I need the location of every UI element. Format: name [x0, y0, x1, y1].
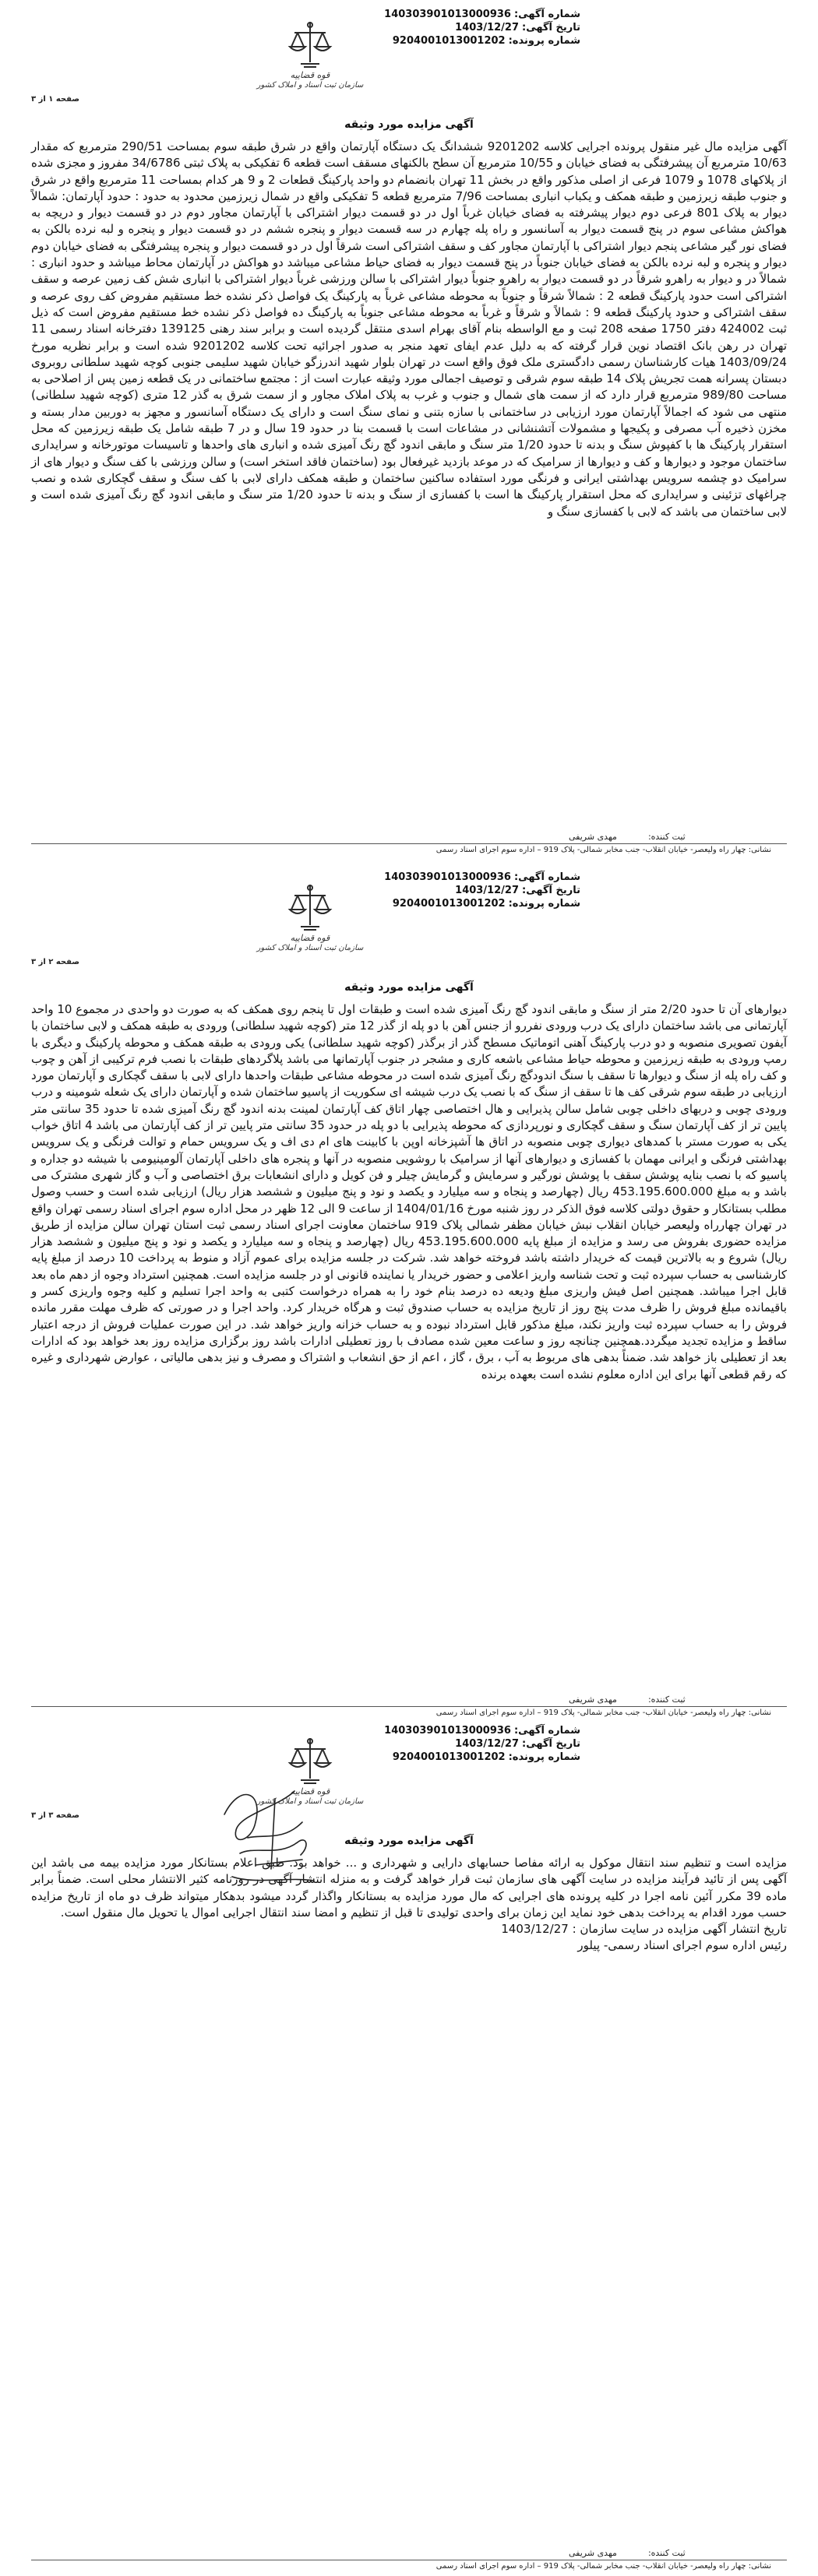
notice-title: آگهی مزایده مورد وثیقه [344, 981, 474, 994]
notice-date-label: تاریخ آگهی: [522, 885, 580, 896]
scales-of-justice-icon [287, 19, 333, 70]
notice-date: 1403/12/27 [455, 22, 520, 33]
notice-title: آگهی مزایده مورد وثیقه [344, 1835, 474, 1847]
judiciary-emblem [256, 19, 365, 90]
publish-date-line: تاریخ انتشار آگهی مزایده در سایت سازمان : 1403/12/27 [501, 1922, 787, 1937]
scales-of-justice-icon [287, 882, 333, 933]
notice-body [31, 1855, 787, 1955]
emblem-org: سازمان ثبت اسناد و املاک کشور [256, 81, 364, 90]
emblem-motto: قوه قضاییه [290, 70, 330, 80]
page-number: صفحه ۳ از ۳ [31, 1811, 79, 1820]
registrar [538, 832, 686, 842]
notice-date-label: تاریخ آگهی: [522, 22, 580, 33]
office-address: نشانی: چهار راه ولیعصر- خیابان انقلاب- جنب مخابر شمالی- پلاک 919 – اداره سوم اجرای اسناد رسمی [435, 2562, 771, 2571]
page-number: صفحه ۱ از ۳ [31, 95, 79, 104]
file-number-label: شماره پرونده: [508, 35, 580, 47]
notice-number-label: شماره آگهی: [513, 871, 580, 883]
file-number: 9204001013001202 [392, 898, 506, 910]
notice-body-text: مزایده است و تنظیم سند انتقال موکول به ارائه مفاصا حسابهای دارایی و شهرداری و ... خواهد بود. طبق اعلام بستانکار مورد مزایده بیمه می باشد این آگهی پس از تائید فرآیند مزایده در سایت آگهی های سازمان ثبت قرار خواهد گرفت و به منزله انتشار آگهی در روزنامه کثیر الانتشار محلی است. ضمناً برابر ماده 39 مکرر آئین نامه اجرا در کلیه پرونده های اجرایی که مال مورد مزایده به بستانکار واگذار گردد میشود بدهکار میتواند ظرف دو ماه از تاریخ مزایده حسب مورد اقدام به پرداخت بدهی خود نماید این زمان برای واحدی تولیدی تا قبل از تنظیم و امضا سند انتقال اجرایی اموال یا تحویل مال منقول است. [31, 1856, 787, 1920]
notice-date-label: تاریخ آگهی: [522, 1738, 580, 1750]
registrar-name: مهدی شریفی [569, 832, 617, 842]
registrar-label: ثبت کننده: [647, 832, 686, 842]
file-number: 9204001013001202 [392, 1751, 506, 1763]
emblem-org: سازمان ثبت اسناد و املاک کشور [256, 944, 364, 952]
office-head-line: رئیس اداره سوم اجرای اسناد رسمی- پیلور [577, 1938, 787, 1953]
file-number: 9204001013001202 [392, 35, 506, 47]
file-number-label: شماره پرونده: [508, 898, 580, 910]
judiciary-emblem [256, 882, 365, 952]
page-number: صفحه ۲ از ۳ [31, 958, 79, 966]
notice-date: 1403/12/27 [455, 1738, 520, 1750]
notice-meta [347, 871, 580, 910]
notice-number-label: شماره آگهی: [513, 1725, 580, 1737]
notice-number: 140303901013000936 [384, 871, 511, 883]
footer-divider [31, 843, 787, 844]
emblem-org: سازمان ثبت اسناد و املاک کشور [256, 1797, 364, 1806]
office-address: نشانی: چهار راه ولیعصر- خیابان انقلاب- جنب مخابر شمالی- پلاک 919 – اداره سوم اجرای اسناد رسمی [435, 846, 771, 854]
file-number-label: شماره پرونده: [508, 1751, 580, 1763]
notice-number: 140303901013000936 [384, 9, 511, 20]
emblem-motto: قوه قضاییه [290, 933, 330, 943]
registrar-label: ثبت کننده: [647, 2548, 686, 2558]
notice-page-3 [0, 1716, 818, 2573]
registrar [538, 2548, 686, 2558]
handwritten-signature [209, 1768, 326, 1900]
notice-title: آگهی مزایده مورد وثیقه [344, 118, 474, 131]
notice-meta [347, 8, 580, 48]
notice-page-1 [0, 0, 818, 857]
notice-body: دیوارهای آن تا حدود 2/20 متر از سنگ و مابقی اندود گچ رنگ آمیزی شده است و طبقات اول تا پنجم روی همکف که به صورت دو واحدی در مجموع 10 واحد آپارتمانی می باشد ساختمان دارای یک درب ورودی نفررو از جنس آهن با دو پله از گذر 12 متر (کوچه شهید سلطانی) ورودی به طبقه همکف و لابی ساختمان با آیفون تصویری منصوبه و دو درب پارکینگ آهنی اتوماتیک مسطح گذر از برگذر (کوچه شهید سلطانی) یکی ورودی به طبقه همکف و محوطه پارکینگ و دیگری با رمپ ورودی به طبقه زیرزمین و محوطه حیاط مشاعی باشعه کاری و مشجر در جنوب آپارتمانها می باشد پلاگردهای طبقات با نصب فرم ترکیبی از آهن و چوب و کف راه پله از سنگ و دیوارها تا سقف با سنگ اندودگچ رنگ آمیزی شده است در محوطه مشاعی طبقات واحدها دارای لابی با سقف گچکاری و آپارتمان مورد ارزیابی در طبقه سوم شرقی کف ها تا سقف از سنگ که با نصب یک درب شیشه ای سکوریت از پاسیو ساختمان شده و آپارتمان دارای یک شعله شومینه و درب ورودی چوبی و دربهای داخلی چوبی شامل سالن پذیرایی و هال اختصاصی چهار اتاق کف آپارتمان لمینت بدنه اندود گچ رنگ آمیزی شده تا حدود 35 سانتی متر پایین تر از کف آپارتمان سنگ و سقف گچکاری و نورپردازی که محوطه پذیرایی با دو پله در حدود 35 سانتی متر پایین تر از کف آپارتمان می باشد 4 اتاق خواب یکی به صورت مستر با کمدهای دیواری چوبی منصوبه در اتاق ها آشپزخانه اوپن با کابینت های ام دی اف و یک سرویس حمام و توالت فرنگی و یک سرویس بهداشتی فرنگی و ایرانی مهمان با کفسازی و دیوارهای آنها از سرامیک با روشویی منصوبه در آنها و پنجره های داخلی آپارتمان آلومینیومی با شیشه دو جداره و پاسیو که با نصب بنایه پوشش سقف با پوشش نورگیر و سرمایش و گرمایش چیلر و فن کویل و دارای انشعابات برق اختصاصی و آب و گاز شهری مشترک می باشد و به مبلغ 453.195.600.000 ریال (چهارصد و پنجاه و سه میلیارد و یکصد و نود و پنج میلیون و ششصد هزار ریال) ارزیابی شده است و حسب وصول مطلب بستانکار و حقوق دولتی کلاسه فوق الذکر در روز شنبه مورخ 1404/01/16 از ساعت 9 الی 12 ظهر در محل اداره سوم اجرای اسناد رسمی تهران واقع در تهران چهارراه ولیعصر خیابان انقلاب نبش خیابان مظفر شمالی پلاک 919 ساختمان معاونت اجرای اسناد رسمی ثبت استان تهران سالن مزایده از طریق مزایده حضوری بفروش می رسد و مزایده از مبلغ پایه 453.195.600.000 ریال (چهارصد و پنجاه و سه میلیارد و یکصد و نود و پنج میلیون و ششصد هزار ریال) شروع و به بالاترین قیمت که خریدار داشته باشد فروخته خواهد شد. شرکت در جلسه مزایده برای عموم آزاد و منوط به پرداخت 10 درصد از مبلغ پایه کارشناسی به حساب سپرده ثبت و تحت شناسه واریز اعلامی و حضور خریدار یا نماینده قانونی او در جلسه مزایده است. همچنین استرداد وجوه از دهم ماه بعد قابل اجرا میباشد. همچنین اصل فیش واریزی مبلغ ودیعه ده درصد بنام خود را به همراه درخواست کتبی به واحد اجرا تسلیم و کلیه وجوه واریزی کسر و باقیمانده مبلغ فروش را ظرف مدت پنج روز از تاریخ مزایده به حساب صندوق ثبت و هرگاه خریدار کرد. واحد اجرا و در صورتی که ظرف مهلت مقرر مانده فروش را به حساب سپرده ثبت واریز نکند، مبلغ مذکور قابل استرداد نبوده و به حساب خزانه واریز خواهد شد. در این صورت عملیات فروش از درجه اعتبار ساقط و مزایده تجدید میگردد.همچنین چنانچه روز و ساعت معین شده مصادف با روز تعطیلی ادارات باشد روز برگزاری مزایده روز بعد خواهد بود که ادارات بعد از تعطیلی باز خواهد شد. ضمناً بدهی های مربوط به آب ، برق ، گاز ، اعم از حق انشعاب و اشتراک و مصرف و نیز بدهی مالیاتی ، عوارض شهرداری و غیره که رقم قطعی آنها برای این اداره معلوم نشده است بعهده برنده [31, 1002, 788, 1381]
registrar-label: ثبت کننده: [647, 1694, 686, 1705]
registrar-name: مهدی شریفی [569, 1694, 617, 1705]
notice-number: 140303901013000936 [384, 1725, 511, 1737]
registrar-name: مهدی شریفی [569, 2548, 617, 2558]
notice-page-2 [0, 863, 818, 1719]
registrar [538, 1694, 686, 1705]
notice-body: آگهی مزایده مال غیر منقول پرونده اجرایی کلاسه 9201202 ششدانگ یک دستگاه آپارتمان واقع در شرق طبقه سوم بمساحت 290/51 مترمربع که مقدار 10/63 مترمربع آن پیشرفتگی به فضای خیابان و 10/55 مترمربع آن سطح بالکنهای مسقف است قطعه 6 تفکیکی به پلاک ثبتی 34/6786 مفروز و مجزی شده از پلاکهای 1078 و 1079 فرعی از اصلی مذکور واقع در بخش 11 تهران بانضمام دو واحد پارکینگ قطعات 2 و 9 هر کدام بمساحت 11 مترمربع واقع در شرق و جنوب طبقه زیرزمین و طبقه همکف و یکباب انباری بمساحت 7/96 مترمربع قطعه 5 تفکیکی واقع در شمال زیرزمین محدود به حدود : حدود آپارتمان: شمالاً دیوار به پلاک 801 فرعی دوم دیوار پیشرفته به فضای خیابان غرباً اول در دو قسمت دیوار اشتراکی با آپارتمان مجاور دوم در دو قسمت دیوار و دریچه به هواکش مشاعی سوم در پنج قسمت دیوار به آسانسور و راه پله چهارم در سه قسمت دیوار و پنجره ششم در دو قسمت دیوار و پنجره و لبه نرده بالکن به فضای نور گیر مشاعی پنجم دیوار اشتراکی با آپارتمان مجاور کف و سقف اشتراکی است شرقاً اول در دو قسمت دیوار و پنجره پیشرفتگی به فضای خیابان دوم دیوار و پنجره و لبه نرده بالکن به فضای خیابان جنوباً در پنج قسمت دیوار به فضای حیاط مشاعی میباشد دو هواکش در آپارتمان محاط میباشد و حدود انباری : شمالاً در و دیوار به راهرو شرقاً در دو قسمت دیوار به راهرو جنوباً دیوار اشتراکی با سالن ورزشی غرباً دیوار اشتراکی با انباری شش کف زمین عرصه و سقف اشتراکی است حدود پارکینگ قطعه 2 : شمالاً شرقاً و جنوباً به محوطه مشاعی غرباً به پارکینگ یک فواصل ذکر نشده خط مستقیم مفروض کف روی عرصه و سقف اشتراکی و حدود پارکینگ قطعه 9 : شمالاً و شرقاً و غرباً به محوطه مشاعی جنوباً به پارکینگ ده فواصل ذکر نشده خط مستقیم مفروض است که ذیل ثبت 424002 دفتر 1750 صفحه 208 ثبت و مع الواسطه بنام آقای بهرام اسدی منتقل گردیده است و برابر سند رهنی 139125 دفترخانه اسناد رسمی 11 تهران در رهن بانک اقتصاد نوین قرار گرفته که به دلیل عدم ایفای تعهد منجر به صدور اجرائیه تحت کلاسه 9201202 شده است و برابر نظریه مورخ 1403/09/24 هیات کارشناسان رسمی دادگستری ملک فوق واقع است در تهران بلوار شهید اندرزگو خیابان شهید سلیمی جنوبی کوچه شهید سلطانی روبروی دبستان پسرانه همت تجریش پلاک 14 طبقه سوم شرقی و توصیف اجمالی مورد وثیقه عبارت است از : مجتمع ساختمانی در یک قطعه زمین پس از اصلاحی به مساحت 989/80 مترمربع قرار دارد که از سمت های شمال و جنوب و غرب به پلاک املاک مجاور و از سمت شرق به گذر 12 متری (کوچه شهید سلطانی) منتهی می شود که اجمالاً آپارتمان مورد ارزیابی در ساختمانی با سازه بتنی و نمای سنگ است و دارای یک دستگاه آسانسور و مجهز به دوربین مدار بسته و مخزن ذخیره آب مصرفی و پکیجها و مشمولات آتشنشانی در مشاعات است با قسمت بنا در حدود 19 سال و در 7 طبقه شامل یک طبقه زیرزمین که محل استقرار پارکینگ ها با کفپوش سنگ و بدنه تا حدود 1/20 متر سنگ و مابقی اندود گچ رنگ آمیزی شده و انباری های واحدها و تاسیسات موتورخانه و سرایداری ساختمان موجود و دیوارها و کف و دیوارها از سرامیک که در موعد بازدید غیرفعال بود (ساختمان فاقد استخر است) و سالن ورزشی با کف سنگ و دیوار های از سرامیک دو چشمه سرویس بهداشتی ایرانی و فرنگی مورد استفاده ساکنین ساختمان و طبقه همکف دارای لابی با کف سنگ و سقف گچکاری شده و نصب چراغهای تزئینی و سرایداری که محل استقرار پارکینگ ها است با کفسازی از سنگ و بدنه تا حدود 1/20 متر سنگ و مابقی اندود گچ رنگ آمیزی شده است و لابی ساختمان می باشد که لابی با کفسازی سنگ و [31, 139, 788, 519]
emblem-motto: قوه قضاییه [290, 1786, 330, 1797]
footer-divider [31, 1706, 787, 1707]
notice-meta [347, 1724, 580, 1764]
notice-date: 1403/12/27 [455, 885, 520, 896]
notice-number-label: شماره آگهی: [513, 9, 580, 20]
office-address: نشانی: چهار راه ولیعصر- خیابان انقلاب- جنب مخابر شمالی- پلاک 919 – اداره سوم اجرای اسناد رسمی [435, 1709, 771, 1717]
